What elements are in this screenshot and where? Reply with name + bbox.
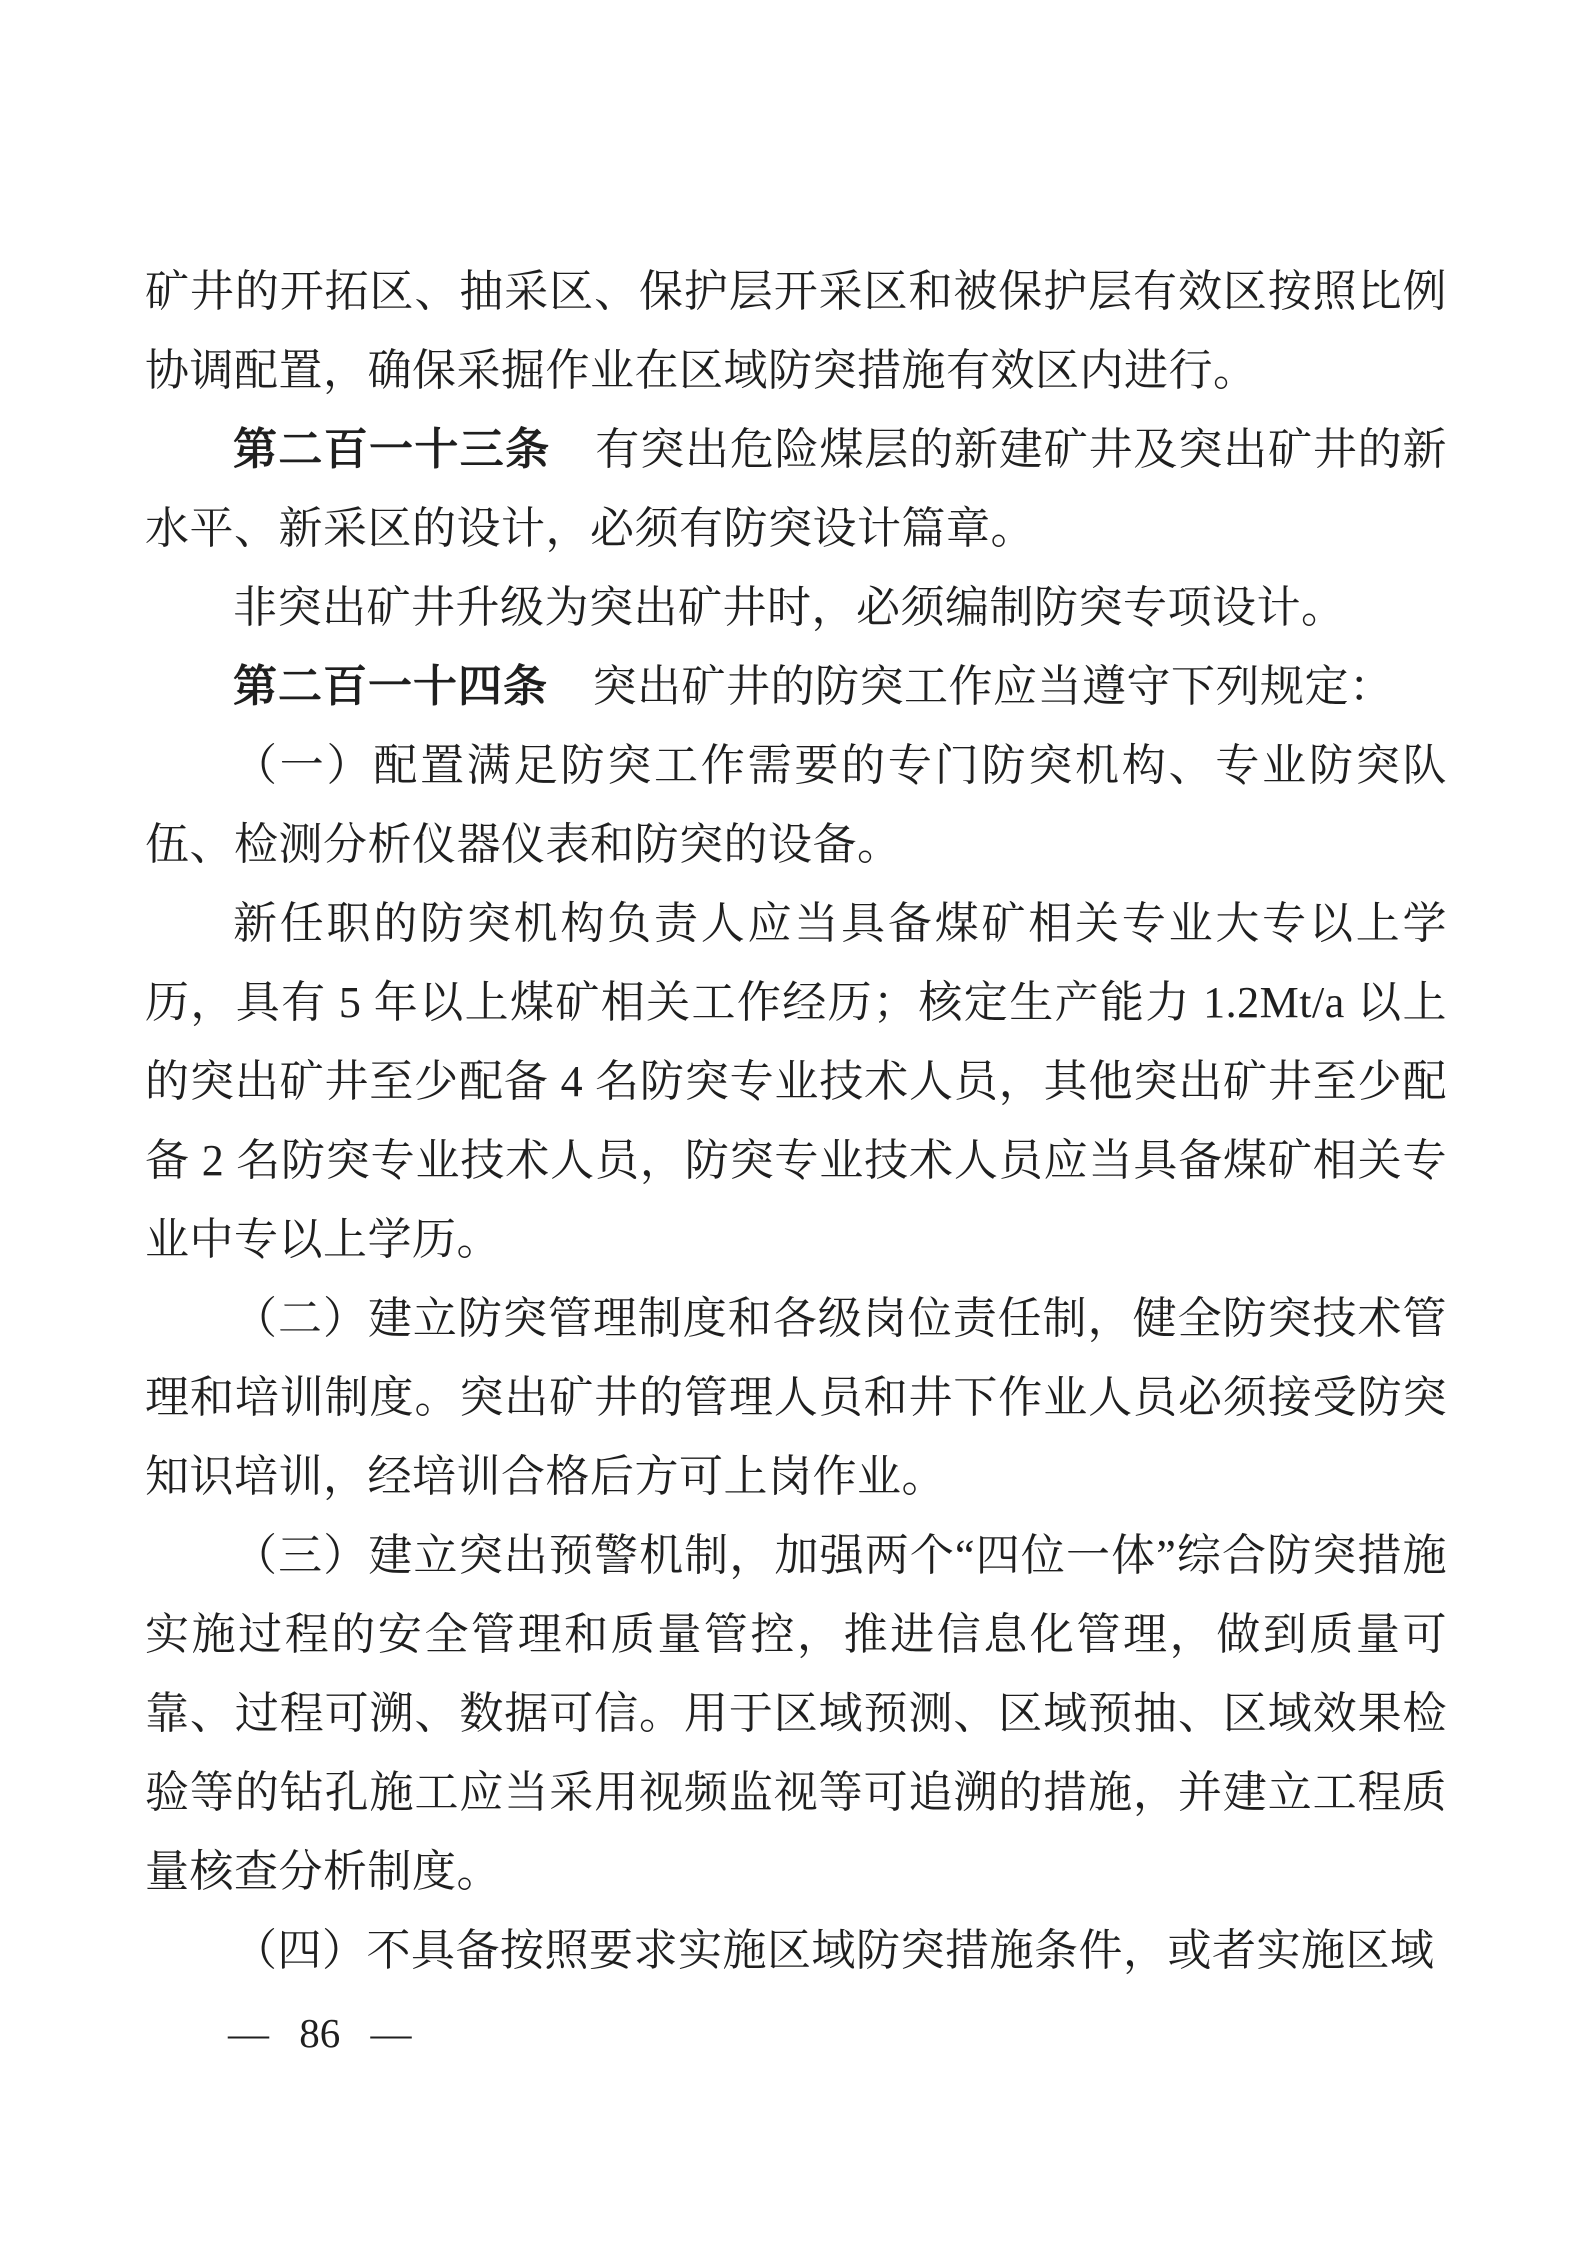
paragraph-text: 新任职的防突机构负责人应当具备煤矿相关专业大专以上学历，具有 5 年以上煤矿相关工作经历；核定生产能力 1.2Mt/a 以上的突出矿井至少配备 4 名防突专业技术人员，其他突出矿井至少配备 2 名防突专业技术人员，防突专业技术人员应当具备煤矿相关专业中专以上学历。 xyxy=(145,899,1447,1264)
paragraph-text: （三）建立突出预警机制，加强两个“四位一体”综合防突措施实施过程的安全管理和质量管控，推进信息化管理，做到质量可靠、过程可溯、数据可信。用于区域预测、区域预抽、区域效果检验等的钻孔施工应当采用视频监视等可追溯的措施，并建立工程质量核查分析制度。 xyxy=(145,1531,1447,1896)
paragraph-text: 非突出矿井升级为突出矿井时，必须编制防突专项设计。 xyxy=(233,583,1346,632)
paragraph-text: 有突出危险煤层的新建矿井及突出矿井的新水平、新采区的设计，必须有防突设计篇章。 xyxy=(145,425,1448,553)
paragraph-body xyxy=(145,884,1447,1279)
article-number-214: 第二百一十四条 xyxy=(233,662,548,711)
paragraph-continuation xyxy=(145,252,1447,410)
document-body xyxy=(145,252,1447,1990)
article-number-213: 第二百一十三条 xyxy=(233,425,551,474)
paragraph-text: （一）配置满足防突工作需要的专门防突机构、专业防突队伍、检测分析仪器仪表和防突的设备。 xyxy=(145,741,1447,869)
paragraph-article-214 xyxy=(145,647,1447,726)
paragraph-body xyxy=(145,568,1447,647)
paragraph-text: 突出矿井的防突工作应当遵守下列规定： xyxy=(548,662,1394,711)
paragraph-item-2 xyxy=(145,1279,1447,1516)
paragraph-article-213 xyxy=(145,410,1447,568)
paragraph-item-3 xyxy=(145,1516,1447,1911)
paragraph-item-1 xyxy=(145,726,1447,884)
paragraph-item-4 xyxy=(145,1911,1447,1990)
paragraph-text: 矿井的开拓区、抽采区、保护层开采区和被保护层有效区按照比例协调配置，确保采掘作业在区域防突措施有效区内进行。 xyxy=(145,267,1447,395)
page-footer xyxy=(228,2008,412,2058)
page-number: — 86 — xyxy=(228,2010,412,2056)
paragraph-text: （四）不具备按照要求实施区域防突措施条件，或者实施区域 xyxy=(233,1926,1435,1975)
paragraph-text: （二）建立防突管理制度和各级岗位责任制，健全防突技术管理和培训制度。突出矿井的管理人员和井下作业人员必须接受防突知识培训，经培训合格后方可上岗作业。 xyxy=(145,1294,1447,1501)
